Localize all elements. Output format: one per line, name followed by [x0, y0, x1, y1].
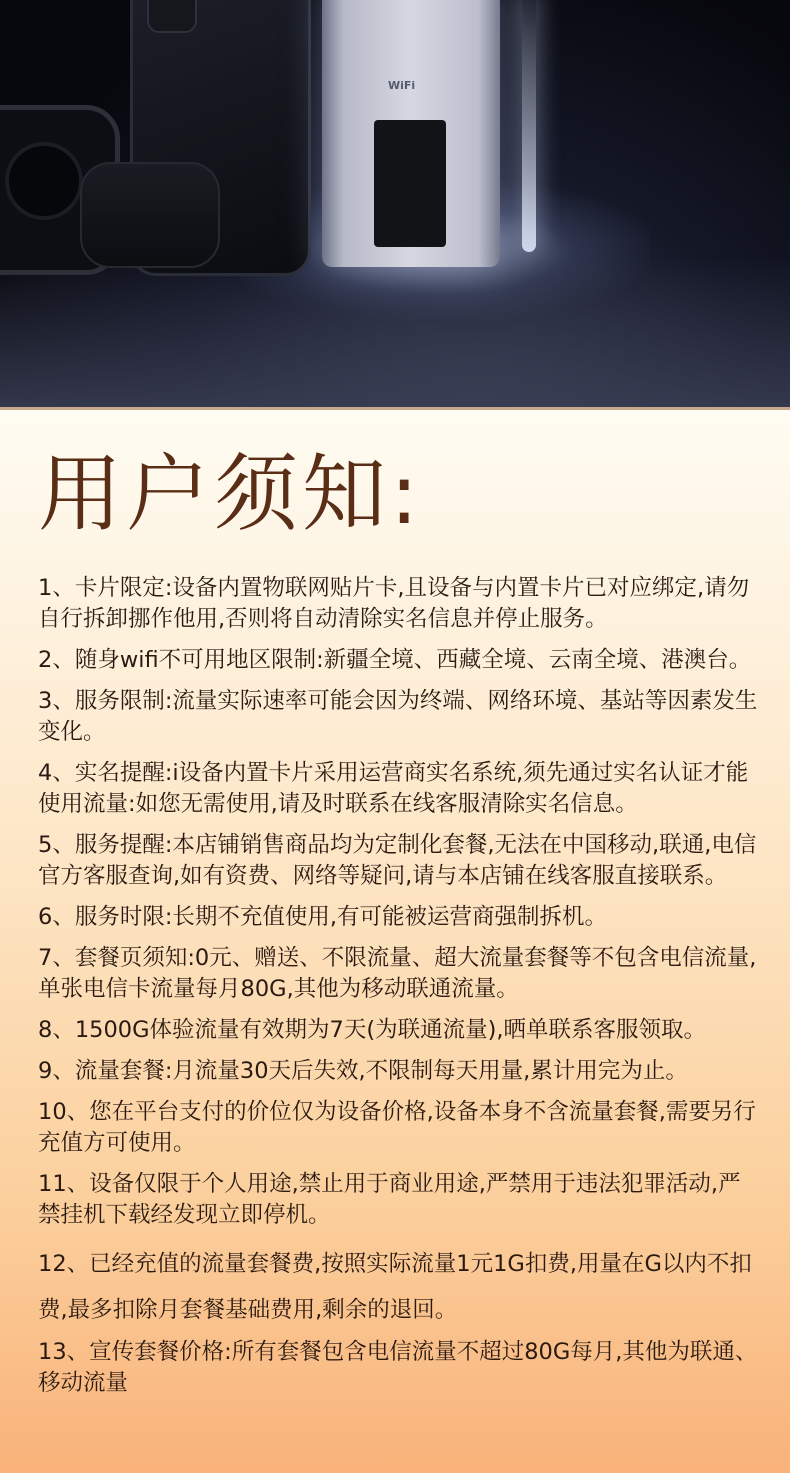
- notice-item: 3、服务限制:流量实际速率可能会因为终端、网络环境、基站等因素发生变化。: [38, 688, 758, 745]
- portable-wifi-device-image: [322, 0, 500, 267]
- notice-item: 9、流量套餐:月流量30天后失效,不限制每天用量,累计用完为止。: [38, 1058, 688, 1084]
- light-bar: [522, 0, 536, 252]
- notice-item: 8、1500G体验流量有效期为7天(为联通流量),晒单联系客服领取。: [38, 1017, 707, 1043]
- hero-banner: [0, 0, 790, 407]
- notice-item: 6、服务时限:长期不充值使用,有可能被运营商强制拆机。: [38, 904, 608, 930]
- notice-item: 5、服务提醒:本店铺销售商品均为定制化套餐,无法在中国移动,联通,电信官方客服查询,如有资费、网络等疑问,请与本店铺在线客服直接联系。: [38, 832, 757, 889]
- wifi-device-label: WiFi: [388, 79, 416, 92]
- notice-item: 13、宣传套餐价格:所有套餐包含电信流量不超过80G每月,其他为联通、移动流量: [38, 1339, 758, 1396]
- notice-item: 11、设备仅限于个人用途,禁止用于商业用途,严禁用于违法犯罪活动,严禁挂机下载经发现立即停机。: [38, 1171, 741, 1228]
- notice-item: 10、您在平台支付的价位仅为设备价格,设备本身不含流量套餐,需要另行充值方可使用。: [38, 1099, 756, 1156]
- notice-list: [38, 573, 758, 1409]
- notice-item: 4、实名提醒:i设备内置卡片采用运营商实名系统,须先通过实名认证才能使用流量:如您无需使用,请及时联系在线客服清除实名信息。: [38, 760, 749, 817]
- notice-item: 7、套餐页须知:0元、赠送、不限流量、超大流量套餐等不包含电信流量,单张电信卡流量每月80G,其他为移动联通流量。: [38, 945, 757, 1002]
- notice-item: 2、随身wifi不可用地区限制:新疆全境、西藏全境、云南全境、港澳台。: [38, 647, 752, 673]
- device-screen: [374, 120, 446, 247]
- reflective-floor: [0, 257, 790, 407]
- notice-title: 用户须知:: [38, 445, 423, 543]
- earbuds-case-image: [80, 162, 220, 268]
- user-notice-section: [0, 410, 790, 1473]
- watch-face: [5, 142, 83, 220]
- notice-item: 1、卡片限定:设备内置物联网贴片卡,且设备与内置卡片已对应绑定,请勿自行拆卸挪作他用,否则将自动清除实名信息并停止服务。: [38, 575, 750, 632]
- camera-module: [147, 0, 197, 33]
- notice-item: 12、已经充值的流量套餐费,按照实际流量1元1G扣费,用量在G以内不扣费,最多扣除月套餐基础费用,剩余的退回。: [38, 1251, 752, 1323]
